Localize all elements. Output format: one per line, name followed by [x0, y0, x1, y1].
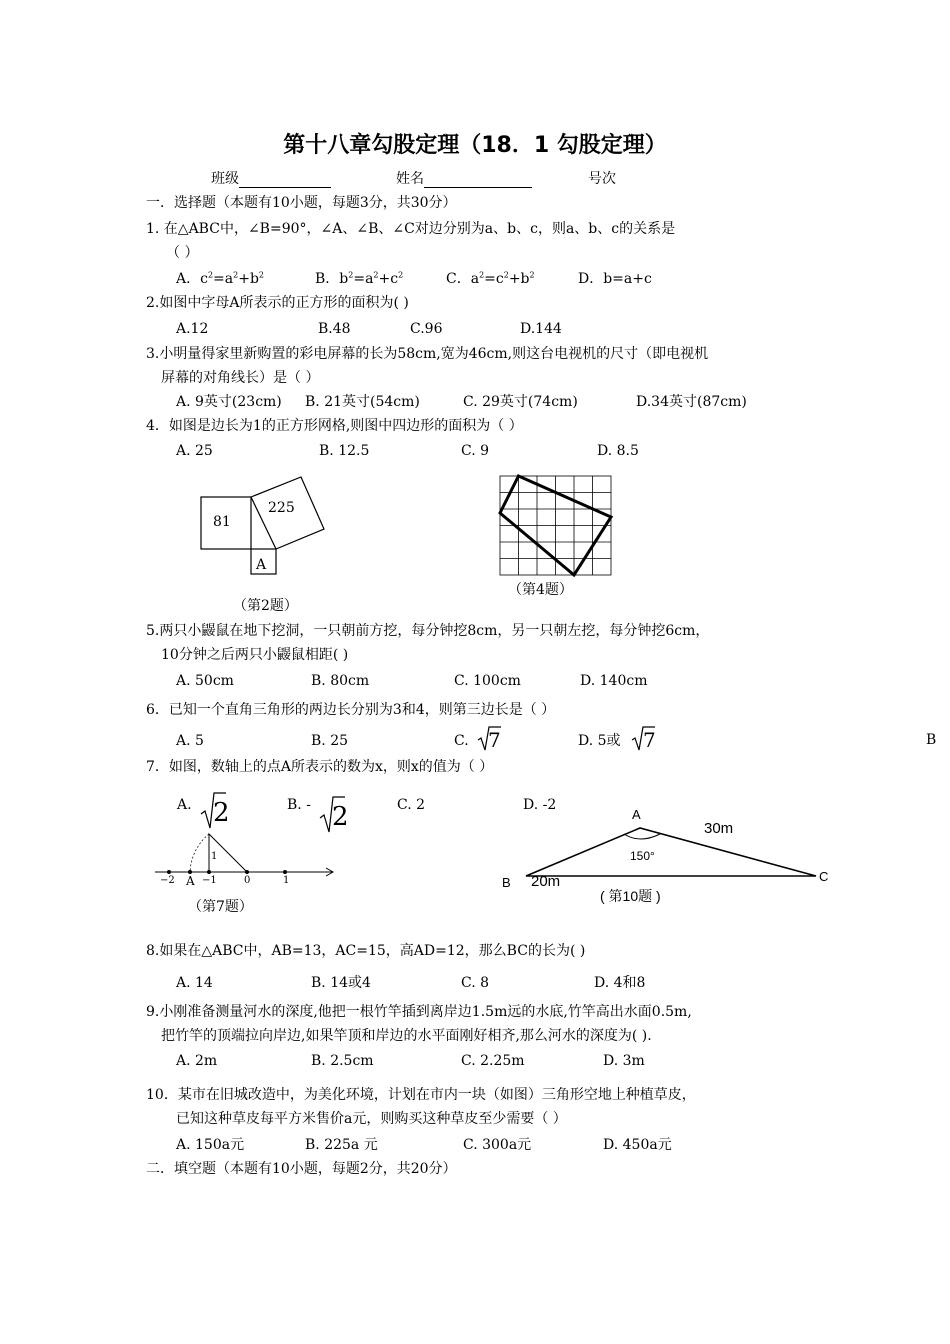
- q10-option-d[interactable]: D. 450a元: [603, 1137, 672, 1153]
- q3-option-a[interactable]: A. 9英寸(23cm): [176, 394, 282, 410]
- q6d-radicand: 7: [643, 728, 656, 752]
- page-title: 第十八章勾股定理（18．1 勾股定理）: [283, 133, 667, 158]
- q7-option-d[interactable]: D. -2: [523, 797, 557, 813]
- q1-option-a[interactable]: A．$c^2=a^2+b^2$: [176, 270, 265, 287]
- q6-stem: 6．已知一个直角三角形的两边长分别为3和4，则第三边长是（ ）: [146, 702, 556, 718]
- class-blank[interactable]: [239, 173, 331, 188]
- q4-option-c[interactable]: C. 9: [461, 443, 490, 459]
- name-label: 姓名: [396, 171, 424, 187]
- q4-option-d[interactable]: D. 8.5: [597, 443, 639, 459]
- q5-option-d[interactable]: D. 140cm: [580, 673, 648, 689]
- fig7-tick-m1: −1: [202, 875, 217, 886]
- fig10-angle: 150°: [630, 849, 655, 863]
- q9-option-b[interactable]: B. 2.5cm: [311, 1053, 374, 1069]
- q3-stem-line2: 屏幕的对角线长）是（ ）: [161, 370, 320, 386]
- q9-option-a[interactable]: A. 2m: [176, 1053, 218, 1069]
- section-1-heading: 一．选择题（本题有10小题，每题3分，共30分）: [146, 195, 457, 211]
- class-field[interactable]: [211, 170, 331, 188]
- stray-letter-b: B: [926, 732, 937, 748]
- q5-option-c[interactable]: C. 100cm: [454, 673, 521, 689]
- fig10-vertex-a: A: [632, 807, 641, 822]
- q4-stem: 4．如图是边长为1的正方形网格,则图中四边形的面积为（ ）: [146, 418, 523, 434]
- fig10-caption: ( 第10题 ): [600, 888, 661, 904]
- fig7-tick-m2: −2: [160, 875, 175, 886]
- q5-stem-line1: 5.两只小鼹鼠在地下挖洞，一只朝前方挖，每分钟挖8cm，另一只朝左挖，每分钟挖6cm，: [146, 623, 710, 639]
- q7-option-b[interactable]: B. -: [287, 797, 311, 813]
- q2-option-a[interactable]: A.12: [176, 321, 209, 337]
- fig10-side-ab: 20m: [531, 873, 561, 890]
- q2-option-c[interactable]: C.96: [410, 321, 443, 337]
- q10-option-b[interactable]: B. 225a 元: [305, 1137, 378, 1153]
- q3-option-c[interactable]: C. 29英寸(74cm): [463, 394, 578, 410]
- q8-option-d[interactable]: D. 4和8: [594, 975, 646, 991]
- fig7-tick-a: A: [186, 874, 195, 888]
- q9-stem-line1: 9.小刚准备测量河水的深度,他把一根竹竿插到离岸边1.5m远的水底,竹竿高出水面0.5m,: [146, 1004, 692, 1020]
- q6-option-c[interactable]: C.: [454, 733, 469, 749]
- q5-stem-line2: 10分钟之后两只小鼹鼠相距( ): [161, 647, 349, 663]
- q1-stem-line2: （ ）: [166, 245, 199, 261]
- q1-option-c[interactable]: C．$a^2=c^2+b^2$: [446, 270, 535, 287]
- q8-option-a[interactable]: A. 14: [176, 975, 213, 991]
- q8-option-b[interactable]: B. 14或4: [311, 975, 371, 991]
- q1-option-d[interactable]: D．b=a+c: [578, 271, 652, 287]
- q7a-radicand: 2: [213, 798, 230, 828]
- q4-option-a[interactable]: A. 25: [176, 443, 213, 459]
- section-2-heading: 二．填空题（本题有10小题，每题2分，共20分）: [146, 1161, 457, 1177]
- class-label: 班级: [211, 171, 239, 187]
- q9-stem-line2: 把竹竿的顶端拉向岸边,如果竿顶和岸边的水平面刚好相齐,那么河水的深度为( ).: [161, 1028, 652, 1044]
- fig10-vertex-c: C: [819, 869, 829, 884]
- q3-option-b[interactable]: B. 21英寸(54cm): [305, 394, 420, 410]
- q4-option-b[interactable]: B. 12.5: [319, 443, 370, 459]
- fig7-caption: （第7题）: [188, 899, 253, 915]
- q5-option-a[interactable]: A. 50cm: [176, 673, 234, 689]
- triangle-abc: [526, 828, 816, 876]
- q2-stem: 2.如图中字母A所表示的正方形的面积为( ): [146, 295, 409, 311]
- q3-option-d[interactable]: D.34英寸(87cm): [636, 394, 747, 410]
- q7b-radicand: 2: [332, 802, 349, 832]
- fig2-caption: （第2题）: [233, 598, 298, 614]
- fig2-label-81: 81: [213, 514, 231, 530]
- q7-option-a[interactable]: A.: [177, 797, 192, 813]
- q9-option-d[interactable]: D. 3m: [603, 1053, 645, 1069]
- fig2-label-225: 225: [268, 500, 295, 516]
- q5-option-b[interactable]: B. 80cm: [311, 673, 370, 689]
- fig10-vertex-b: B: [502, 875, 511, 890]
- arc: [190, 834, 209, 872]
- figure-4-grid: [500, 476, 612, 576]
- fig7-side-label: 1: [211, 851, 218, 862]
- angle-arc: [624, 834, 660, 839]
- q8-stem: 8.如果在△ABC中，AB=13，AC=15，高AD=12，那么BC的长为( ): [146, 943, 586, 959]
- fig4-caption: （第4题）: [508, 582, 573, 598]
- q2-option-d[interactable]: D.144: [520, 321, 562, 337]
- q6-option-b[interactable]: B. 25: [311, 733, 349, 749]
- name-field[interactable]: [396, 170, 532, 188]
- q9-option-c[interactable]: C. 2.25m: [461, 1053, 525, 1069]
- q2-option-b[interactable]: B.48: [318, 321, 351, 337]
- q3-stem-line1: 3.小明量得家里新购置的彩电屏幕的长为58cm,宽为46cm,则这台电视机的尺寸（即电视机: [146, 346, 709, 362]
- q10-option-a[interactable]: A. 150a元: [176, 1137, 245, 1153]
- q1-option-b[interactable]: B．$b^2=a^2+c^2$: [315, 270, 404, 287]
- name-blank[interactable]: [424, 173, 532, 188]
- q1-stem-line1: 1. 在△ABC中，∠B=90°，∠A、∠B、∠C对边分别为a、b、c，则a、b、c的关系是: [146, 221, 676, 237]
- fig10-side-ac: 30m: [704, 820, 734, 837]
- q7-stem: 7．如图，数轴上的点A所表示的数为x，则x的值为（ ）: [146, 759, 494, 775]
- figure-10-triangle: [520, 820, 830, 882]
- fig7-tick-1: 1: [283, 875, 290, 886]
- q10-stem-line2: 已知这种草皮每平方米售价a元，则购买这种草皮至少需要（ ）: [176, 1111, 567, 1127]
- q8-option-c[interactable]: C. 8: [461, 975, 490, 991]
- q7-option-c[interactable]: C. 2: [397, 797, 426, 813]
- fig2-label-a: A: [256, 557, 267, 573]
- q6-option-d[interactable]: D. 5或: [578, 733, 621, 749]
- q10-stem-line1: 10．某市在旧城改造中，为美化环境，计划在市内一块（如图）三角形空地上种植草皮，: [146, 1087, 696, 1103]
- number-label: 号次: [588, 171, 616, 187]
- q6c-radicand: 7: [488, 728, 501, 752]
- fig7-tick-0: 0: [244, 875, 251, 886]
- q10-option-c[interactable]: C. 300a元: [463, 1137, 532, 1153]
- q6-option-a[interactable]: A. 5: [176, 733, 204, 749]
